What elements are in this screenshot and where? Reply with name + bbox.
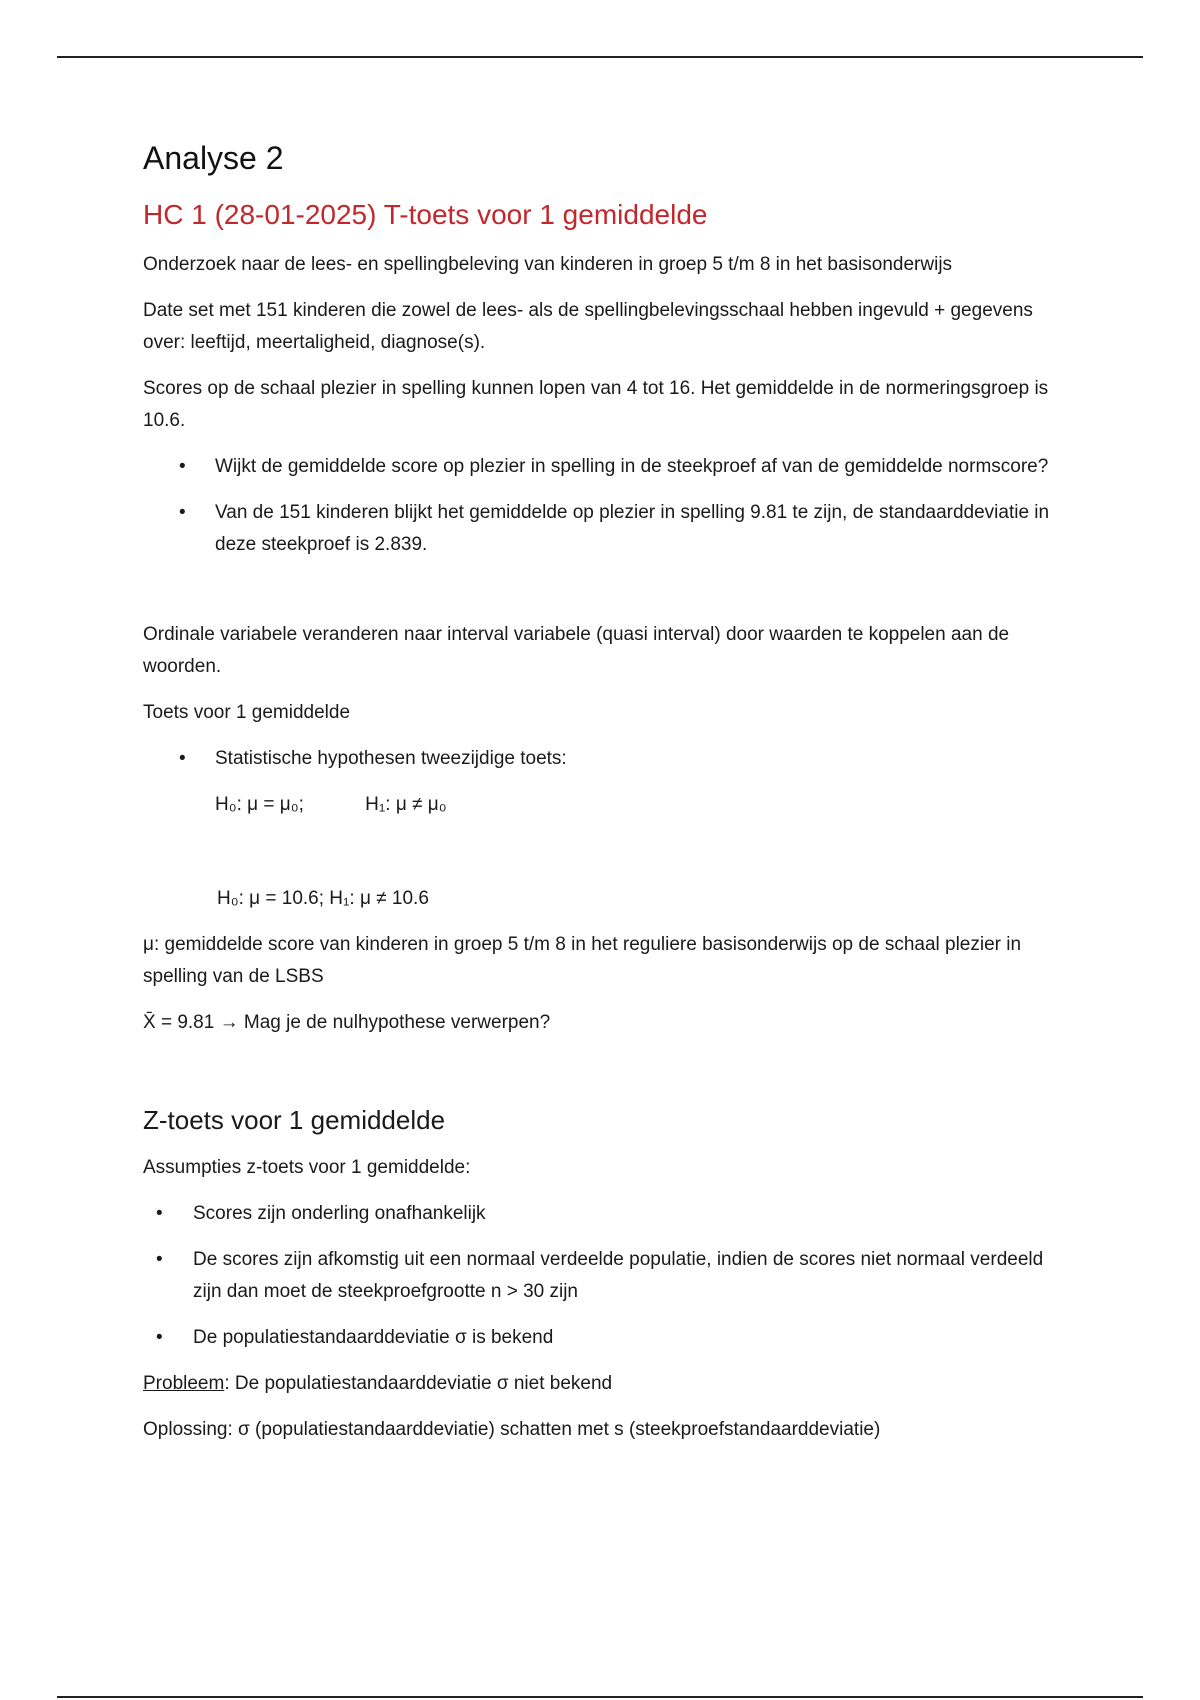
paragraph-dataset: Date set met 151 kinderen die zowel de lees- als de spellingbelevingsschaal hebben ingevuld + gegevens over: leeftijd, meertaligheid, diagnose(s). (143, 300, 1033, 353)
paragraph-scores: Scores op de schaal plezier in spelling kunnen lopen van 4 tot 16. Het gemiddelde in de normeringsgroep is 10.6. (143, 378, 1049, 431)
question-list (143, 451, 1063, 561)
list-item: • Wijkt de gemiddelde score op plezier in spelling in de steekproef af van de gemiddelde normscore? (143, 451, 1063, 483)
paragraph-problem (143, 1368, 1063, 1400)
problem-label: Probleem (143, 1373, 225, 1394)
paragraph-research: Onderzoek naar de lees- en spellingbeleving van kinderen in groep 5 t/m 8 in het basisonderwijs (143, 254, 953, 275)
alt-hypothesis: H₁: μ ≠ μ₀ (365, 794, 447, 815)
bullet-icon: • (179, 502, 186, 523)
section-heading-z-test: Z-toets voor 1 gemiddelde (143, 1105, 446, 1135)
list-item: • Van de 151 kinderen blijkt het gemiddelde op plezier in spelling 9.81 te zijn, de standaarddeviatie in deze steekproef is 2.839. (143, 497, 1063, 561)
paragraph-xbar: X̄ = 9.81 → Mag je de nulhypothese verwerpen? (143, 1012, 551, 1033)
header-rule (57, 56, 1143, 58)
hypothesis-list (143, 743, 1063, 775)
assumption-list (143, 1198, 1063, 1354)
document-page (143, 140, 1063, 1460)
lecture-heading: HC 1 (28-01-2025) T-toets voor 1 gemiddelde (143, 199, 708, 230)
null-hypothesis: H₀: μ = μ₀; (215, 794, 304, 815)
paragraph-test: Toets voor 1 gemiddelde (143, 702, 351, 723)
bullet-icon: • (156, 1249, 163, 1270)
problem-text: : De populatiestandaarddeviatie σ niet bekend (224, 1373, 613, 1394)
bullet-icon: • (156, 1327, 163, 1348)
list-item: • Scores zijn onderling onafhankelijk (143, 1198, 1063, 1230)
list-item: • De scores zijn afkomstig uit een normaal verdeelde populatie, indien de scores niet normaal verdeeld zijn dan moet de steekproefgrootte n > 30 zijn (143, 1244, 1063, 1308)
hypotheses-specific: H₀: μ = 10.6; H₁: μ ≠ 10.6 (217, 888, 429, 909)
bullet-icon: • (179, 748, 186, 769)
hypotheses-generic (143, 789, 1063, 821)
bullet-icon: • (179, 456, 186, 477)
document-title: Analyse 2 (143, 140, 284, 176)
paragraph-solution: Oplossing: σ (populatiestandaarddeviatie) schatten met s (steekproefstandaarddeviatie) (143, 1419, 881, 1440)
paragraph-ordinal: Ordinale variabele veranderen naar interval variabele (quasi interval) door waarden te koppelen aan de woorden. (143, 624, 1010, 677)
footer-rule (57, 1696, 1143, 1698)
list-item: • De populatiestandaarddeviatie σ is bekend (143, 1322, 1063, 1354)
bullet-icon: • (156, 1203, 163, 1224)
list-item: • Statistische hypothesen tweezijdige toets: (143, 743, 1063, 775)
paragraph-assumptions-intro: Assumpties z-toets voor 1 gemiddelde: (143, 1157, 471, 1178)
paragraph-mu-definition: μ: gemiddelde score van kinderen in groep 5 t/m 8 in het reguliere basisonderwijs op de schaal plezier in spelling van de LSBS (143, 934, 1022, 987)
